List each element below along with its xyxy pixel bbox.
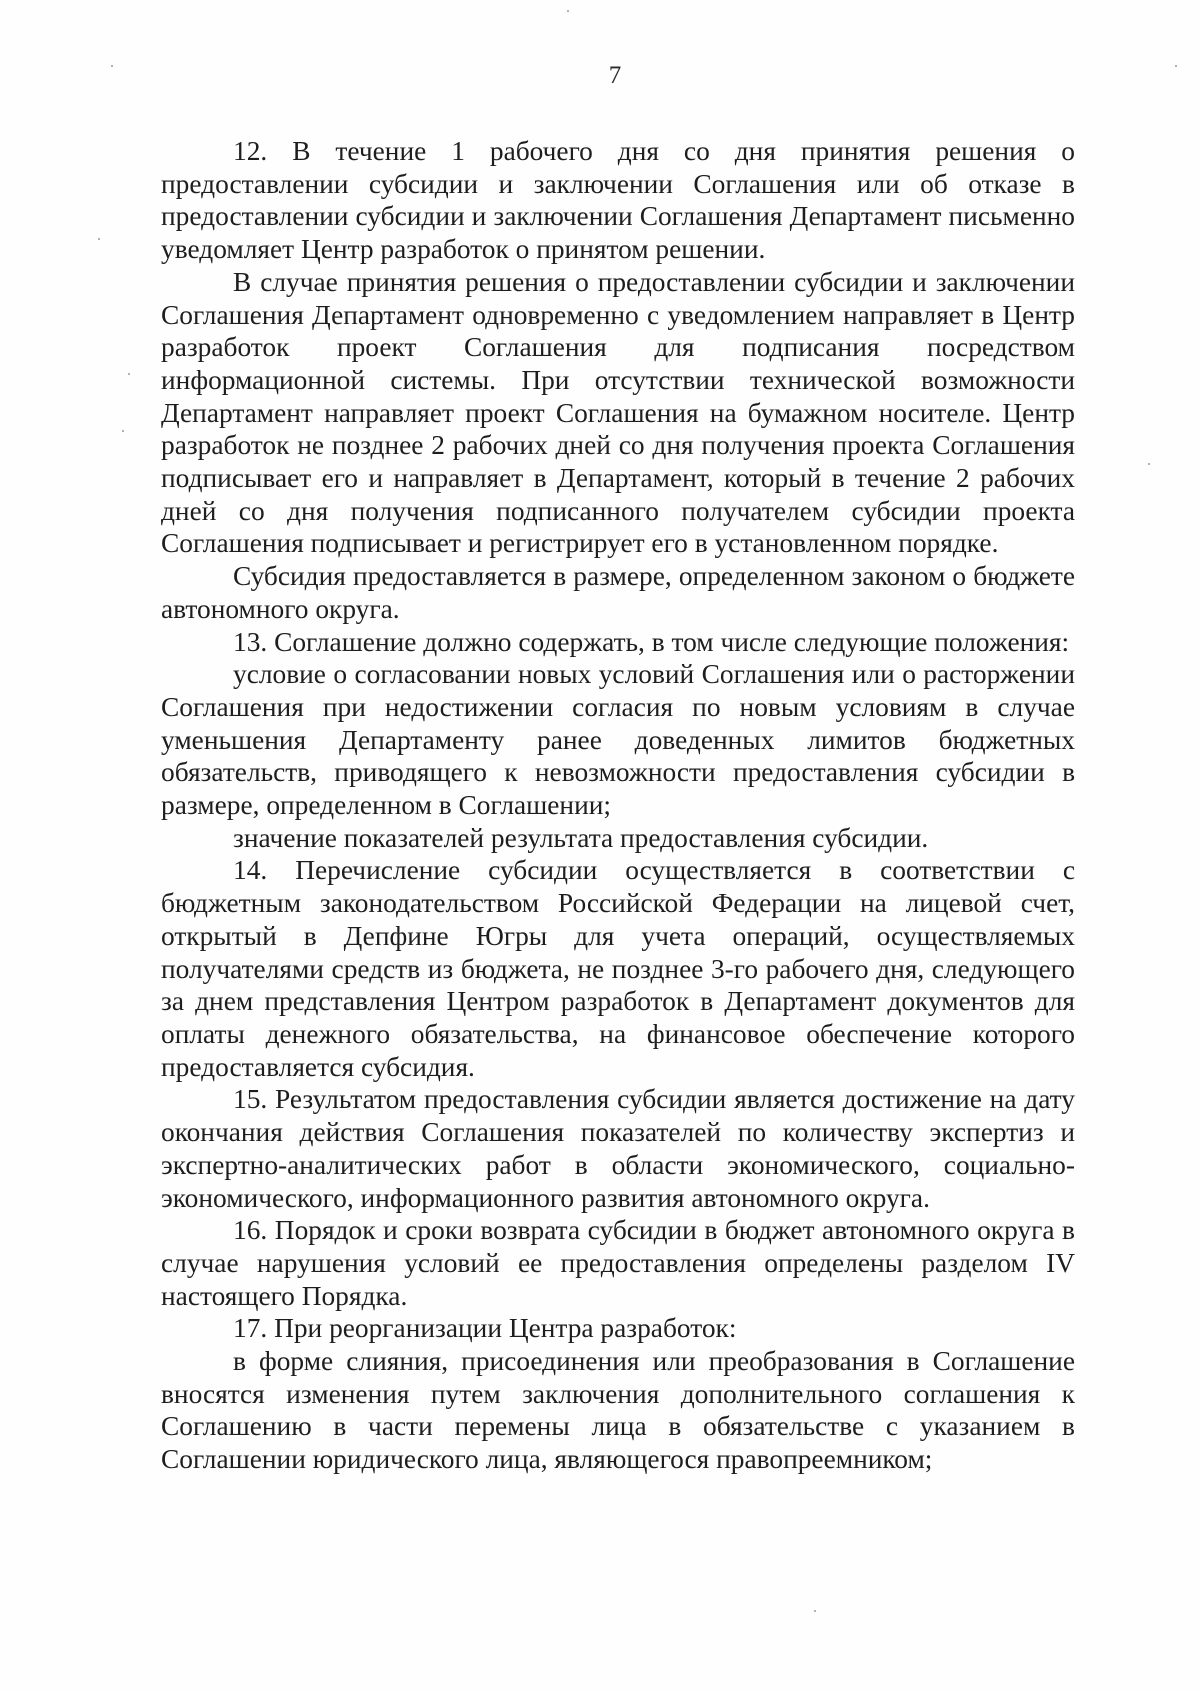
paragraph-13-indicators: значение показателей результата предоставления субсидии.: [233, 822, 929, 853]
scan-speck: [111, 65, 113, 67]
paragraph-15: 15. Результатом предоставления субсидии является достижение на дату окончания действия Соглашения показателей по количеству экспертиз и экспертно-аналитических работ в области экономического, социально-экономического, информационного развития автономного округа.: [161, 1084, 1075, 1213]
scan-speck: [1175, 65, 1177, 67]
paragraph-17: 17. При реорганизации Центра разработок:: [233, 1313, 737, 1344]
paragraph-13-condition: условие о согласовании новых условий Соглашения или о расторжении Соглашения при недостижении согласия по новым условиям в случае уменьшения Департаменту ранее доведенных лимитов бюджетных обязательств, приводящего к невозможности предоставления субсидии в размере, определенном в Соглашении;: [161, 659, 1075, 821]
scan-speck: [1148, 463, 1150, 465]
paragraph-12: 12. В течение 1 рабочего дня со дня принятия решения о предоставлении субсидии и заключении Соглашения или об отказе в предоставлении субсидии и заключении Соглашения Департамент письменно уведомляет Центр разработок о принятом решении.: [161, 136, 1075, 265]
paragraph-17-merger: в форме слияния, присоединения или преобразования в Соглашение вносятся изменения путем заключения дополнительного соглашения к Соглашению в части перемены лица в обязательстве с указанием в Соглашении юридического лица, являющегося правопреемником;: [161, 1346, 1075, 1475]
page-number: 7: [608, 62, 622, 89]
scan-speck: [98, 238, 100, 240]
scan-speck: [122, 430, 124, 432]
paragraph-12-subsidy-amount: Субсидия предоставляется в размере, определенном законом о бюджете автономного округа.: [161, 561, 1075, 624]
scan-speck: [814, 1610, 816, 1612]
paragraph-16: 16. Порядок и сроки возврата субсидии в бюджет автономного округа в случае нарушения условий ее предоставления определены разделом IV настоящего Порядка.: [161, 1215, 1075, 1311]
paragraph-13: 13. Соглашение должно содержать, в том числе следующие положения:: [233, 626, 1070, 657]
scan-speck: [128, 373, 130, 375]
scan-speck: [567, 10, 569, 12]
paragraph-12-agreement-procedure: В случае принятия решения о предоставлении субсидии и заключении Соглашения Департамент одновременно с уведомлением направляет в Центр разработок проект Соглашения для подписания посредством информационной системы. При отсутствии технической возможности Департамент направляет проект Соглашения на бумажном носителе. Центр разработок не позднее 2 рабочих дней со дня получения проекта Соглашения подписывает его и направляет в Департамент, который в течение 2 рабочих дней со дня получения подписанного получателем субсидии проекта Соглашения подписывает и регистрирует его в установленном порядке.: [161, 266, 1075, 559]
paragraph-14: 14. Перечисление субсидии осуществляется в соответствии с бюджетным законодательством Российской Федерации на лицевой счет, открытый в Депфине Югры для учета операций, осуществляемых получателями средств из бюджета, не позднее 3-го рабочего дня, следующего за днем представления Центром разработок в Департамент документов для оплаты денежного обязательства, на финансовое обеспечение которого предоставляется субсидия.: [161, 855, 1075, 1082]
document-body: [161, 135, 1075, 1476]
